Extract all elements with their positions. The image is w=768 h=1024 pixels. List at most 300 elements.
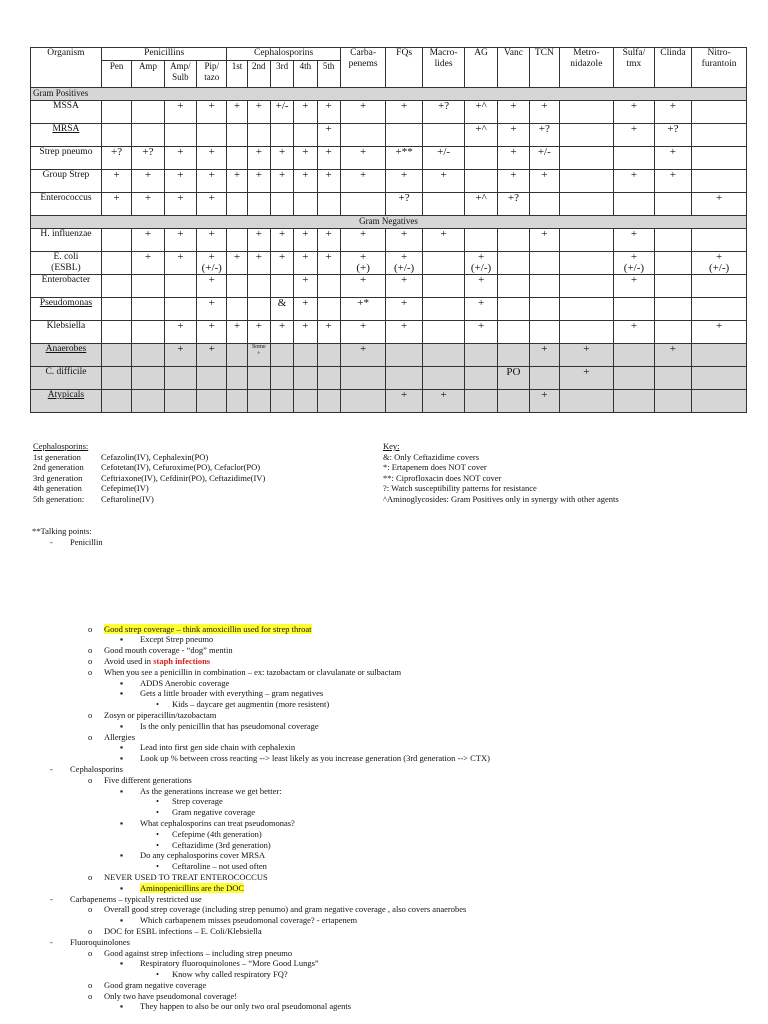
coverage-cell	[497, 390, 529, 413]
coverage-cell: +	[294, 298, 317, 321]
coverage-cell: +	[340, 344, 386, 367]
pos-organism: Enterococcus	[31, 193, 102, 216]
coverage-cell	[530, 321, 559, 344]
coverage-cell	[340, 390, 386, 413]
coverage-cell	[692, 147, 747, 170]
note-line: • Cefepime (4th generation)	[156, 828, 262, 839]
header-gen-5: 5th	[317, 61, 340, 88]
coverage-cell: +	[247, 321, 270, 344]
coverage-cell: +	[692, 321, 747, 344]
header-amp: Amp	[132, 61, 164, 88]
key-line: ?: Watch susceptibility patterns for resistance	[383, 483, 537, 493]
coverage-cell	[101, 344, 131, 367]
coverage-cell	[101, 229, 131, 252]
coverage-cell	[227, 147, 247, 170]
key-legend	[383, 441, 743, 504]
coverage-cell	[164, 124, 196, 147]
coverage-cell: +	[530, 229, 559, 252]
header-macrolides: Macro- lides	[422, 48, 465, 88]
coverage-cell	[247, 124, 270, 147]
coverage-cell: PO	[497, 367, 529, 390]
coverage-cell: +	[340, 147, 386, 170]
coverage-cell	[497, 229, 529, 252]
coverage-cell	[465, 170, 497, 193]
coverage-cell: +	[132, 229, 164, 252]
coverage-cell	[692, 367, 747, 390]
coverage-cell: +	[614, 229, 655, 252]
coverage-cell: + (+/-)	[614, 252, 655, 275]
note-line: o Zosyn or piperacillin/tazobactam	[88, 709, 217, 720]
coverage-cell	[340, 124, 386, 147]
header-gen-2: 2nd	[247, 61, 270, 88]
coverage-cell	[101, 101, 131, 124]
coverage-cell: +	[692, 193, 747, 216]
note-line: o Good gram negative coverage	[88, 979, 207, 990]
coverage-cell	[317, 275, 340, 298]
coverage-cell: +	[614, 101, 655, 124]
coverage-cell: +	[465, 298, 497, 321]
coverage-cell	[227, 367, 247, 390]
coverage-cell	[559, 252, 614, 275]
coverage-cell: &	[270, 298, 293, 321]
coverage-cell	[317, 298, 340, 321]
coverage-cell	[614, 390, 655, 413]
coverage-cell: +**	[386, 147, 422, 170]
header-gen-1: 1st	[227, 61, 247, 88]
coverage-cell: +	[654, 170, 691, 193]
talking-points	[32, 526, 732, 1012]
note-line: • Strep coverage	[156, 796, 223, 807]
coverage-cell: +	[386, 229, 422, 252]
coverage-cell: +	[559, 344, 614, 367]
coverage-cell	[386, 344, 422, 367]
coverage-cell: +	[317, 321, 340, 344]
note-line: o When you see a penicillin in combination – ex: tazobactam or clavulanate or sulbactam	[88, 666, 402, 677]
coverage-cell	[132, 390, 164, 413]
header-pen: Pen	[101, 61, 131, 88]
coverage-cell: +	[164, 229, 196, 252]
coverage-cell	[247, 344, 270, 367]
note-line: • Gram negative coverage	[156, 807, 256, 818]
note-line: ▪ Which carbapenem misses pseudomonal coverage? - ertapenem	[120, 915, 358, 926]
coverage-cell	[270, 193, 293, 216]
coverage-cell: +/-	[270, 101, 293, 124]
coverage-cell: +	[294, 229, 317, 252]
ceph-legend-row: 5th generation: Ceftaroline(IV)	[33, 493, 154, 504]
coverage-cell: +	[317, 229, 340, 252]
coverage-cell	[465, 390, 497, 413]
antibiotic-coverage-table	[30, 47, 747, 413]
coverage-cell	[227, 344, 247, 367]
coverage-cell: +^	[465, 101, 497, 124]
coverage-cell: +	[422, 390, 465, 413]
coverage-cell: +?	[101, 147, 131, 170]
ceph-legend-row: 3rd generation Ceftriaxone(IV), Cefdinir(PO), Ceftazidime(IV)	[33, 472, 266, 483]
coverage-cell	[530, 252, 559, 275]
coverage-cell	[465, 147, 497, 170]
header-cephalosporins: Cephalosporins	[227, 48, 340, 61]
coverage-cell: +	[386, 298, 422, 321]
coverage-cell	[227, 275, 247, 298]
coverage-cell	[317, 367, 340, 390]
coverage-cell	[530, 367, 559, 390]
note-line: • Ceftaroline – not used often	[156, 861, 267, 872]
coverage-cell	[247, 275, 270, 298]
coverage-cell	[164, 367, 196, 390]
note-line: ▪ Gets a little broader with everything – gram negatives	[120, 688, 324, 699]
coverage-cell	[340, 193, 386, 216]
coverage-cell	[497, 321, 529, 344]
coverage-cell	[340, 367, 386, 390]
coverage-cell: +	[227, 170, 247, 193]
header-metronidazole: Metro- nidazole	[559, 48, 614, 88]
header-amp-sulb: Amp/ Sulb	[164, 61, 196, 88]
section-gram-positives: Gram Positives	[31, 88, 747, 101]
coverage-cell	[132, 124, 164, 147]
coverage-cell	[132, 344, 164, 367]
coverage-cell: +	[294, 275, 317, 298]
coverage-cell	[465, 344, 497, 367]
coverage-cell: +	[197, 147, 227, 170]
header-fqs: FQs	[386, 48, 422, 88]
note-line: o Five different generations	[88, 774, 192, 785]
coverage-cell	[559, 124, 614, 147]
section-gram-negatives: Gram Negatives	[31, 216, 747, 229]
coverage-cell	[692, 101, 747, 124]
coverage-cell: +?	[530, 124, 559, 147]
note-line: ▪ What cephalosporins can treat pseudomonas?	[120, 817, 295, 828]
coverage-cell: +	[530, 390, 559, 413]
note-line: ▪ Respiratory fluoroquinolones – “More Good Lungs”	[120, 958, 319, 969]
neg-organism: C. difficile	[31, 367, 102, 390]
coverage-cell: +	[386, 321, 422, 344]
coverage-cell	[422, 344, 465, 367]
coverage-cell	[247, 390, 270, 413]
ceph-legend-row: 2nd generation Cefotetan(IV), Cefuroxime(PO), Cefaclor(PO)	[33, 462, 261, 472]
key-title: Key:	[383, 441, 400, 451]
coverage-cell: +	[227, 321, 247, 344]
ceph-legend-title: Cephalosporins:	[33, 441, 89, 451]
coverage-cell	[132, 367, 164, 390]
cell-note: Some +	[251, 344, 266, 357]
coverage-cell: +/-	[530, 147, 559, 170]
neg-organism: Atypicals	[31, 390, 102, 413]
coverage-cell: +	[164, 193, 196, 216]
coverage-cell: +	[340, 275, 386, 298]
coverage-cell: +	[227, 252, 247, 275]
coverage-cell	[101, 298, 131, 321]
cephalosporin-legend	[33, 441, 363, 504]
coverage-cell	[132, 101, 164, 124]
table-row	[31, 321, 747, 344]
coverage-cell: +	[294, 321, 317, 344]
coverage-cell	[692, 344, 747, 367]
coverage-cell: + (+/-)	[197, 252, 227, 275]
coverage-cell	[465, 367, 497, 390]
coverage-cell: +	[132, 193, 164, 216]
coverage-cell: +	[317, 147, 340, 170]
coverage-cell	[197, 390, 227, 413]
neg-organism: Anaerobes	[31, 344, 102, 367]
coverage-cell	[497, 344, 529, 367]
coverage-cell	[386, 367, 422, 390]
coverage-cell: +	[340, 101, 386, 124]
table-row	[31, 147, 747, 170]
coverage-cell: +?	[386, 193, 422, 216]
note-line: ▪ Aminopenicillins are the DOC	[120, 882, 245, 893]
coverage-cell: +?	[497, 193, 529, 216]
note-line: ▪ Except Strep pneumo	[120, 634, 214, 645]
coverage-cell	[247, 298, 270, 321]
coverage-cell: +	[614, 275, 655, 298]
coverage-cell	[497, 298, 529, 321]
coverage-cell: +	[422, 170, 465, 193]
coverage-cell: +	[497, 170, 529, 193]
neg-organism: Pseudomonas	[31, 298, 102, 321]
note-line: ▪ Look up % between cross reacting --> least likely as you increase generation (3rd generation --> CTX)	[120, 753, 490, 764]
coverage-cell: +*	[340, 298, 386, 321]
coverage-cell: +	[164, 101, 196, 124]
coverage-cell: +^	[465, 193, 497, 216]
coverage-cell: +	[270, 147, 293, 170]
coverage-cell	[227, 124, 247, 147]
coverage-cell: +	[247, 147, 270, 170]
coverage-cell: +	[197, 170, 227, 193]
coverage-cell	[559, 390, 614, 413]
coverage-cell	[422, 193, 465, 216]
note-line: ▪ Is the only penicillin that has pseudomonal coverage	[120, 720, 319, 731]
coverage-cell: + (+)	[340, 252, 386, 275]
coverage-cell: +	[270, 252, 293, 275]
coverage-cell	[294, 193, 317, 216]
coverage-cell	[294, 344, 317, 367]
coverage-cell	[692, 275, 747, 298]
coverage-cell	[614, 193, 655, 216]
coverage-cell: +	[294, 147, 317, 170]
coverage-cell: +	[386, 275, 422, 298]
coverage-cell	[559, 229, 614, 252]
coverage-cell	[614, 147, 655, 170]
coverage-cell	[247, 193, 270, 216]
coverage-cell	[559, 170, 614, 193]
table-row	[31, 193, 747, 216]
note-line: o NEVER USED TO TREAT ENTEROCOCCUS	[88, 871, 268, 882]
note-line: ▪ Do any cephalosporins cover MRSA	[120, 850, 266, 861]
coverage-cell: +	[294, 101, 317, 124]
coverage-cell	[197, 367, 227, 390]
table-row	[31, 367, 747, 390]
coverage-cell: +	[247, 252, 270, 275]
table-row	[31, 124, 747, 147]
note-line: **Talking points:	[32, 526, 92, 536]
coverage-cell: +	[197, 321, 227, 344]
key-line: ^Aminoglycosides: Gram Positives only in synergy with other agents	[383, 493, 619, 504]
coverage-cell	[692, 390, 747, 413]
header-clinda: Clinda	[654, 48, 691, 88]
coverage-cell	[227, 390, 247, 413]
neg-organism: E. coli (ESBL)	[31, 252, 102, 275]
coverage-cell	[559, 147, 614, 170]
coverage-cell: +?	[654, 124, 691, 147]
key-line: **: Ciprofloxacin does NOT cover	[383, 472, 502, 483]
coverage-cell: +	[270, 170, 293, 193]
pos-organism: Strep pneumo	[31, 147, 102, 170]
coverage-cell	[101, 124, 131, 147]
coverage-cell: +	[247, 170, 270, 193]
coverage-cell: +?	[132, 147, 164, 170]
key-line: &: Only Ceftazidime covers	[383, 451, 480, 462]
coverage-cell	[692, 170, 747, 193]
coverage-cell	[465, 229, 497, 252]
coverage-cell	[270, 124, 293, 147]
header-tcn: TCN	[530, 48, 559, 88]
coverage-cell	[270, 390, 293, 413]
coverage-cell: +	[164, 170, 196, 193]
coverage-cell	[270, 344, 293, 367]
coverage-cell	[164, 298, 196, 321]
coverage-cell	[422, 124, 465, 147]
coverage-cell	[614, 344, 655, 367]
coverage-cell	[692, 124, 747, 147]
coverage-cell	[101, 252, 131, 275]
coverage-cell	[247, 367, 270, 390]
table-row	[31, 170, 747, 193]
note-line: ▪ As the generations increase we get better:	[120, 785, 282, 796]
coverage-cell	[164, 390, 196, 413]
header-pip-tazo: Pip/ tazo	[197, 61, 227, 88]
coverage-cell: +	[197, 229, 227, 252]
coverage-cell: +	[340, 170, 386, 193]
coverage-cell	[530, 193, 559, 216]
coverage-cell	[227, 229, 247, 252]
coverage-cell: +	[197, 275, 227, 298]
header-vanc: Vanc	[497, 48, 529, 88]
coverage-cell: +/-	[422, 147, 465, 170]
note-line: ▪ Lead into first gen side chain with cephalexin	[120, 742, 296, 753]
coverage-cell: +	[247, 101, 270, 124]
note-line: o Good mouth coverage - “dog” mentin	[88, 645, 233, 656]
note-line	[32, 548, 732, 624]
neg-organism: H. influenzae	[31, 229, 102, 252]
coverage-cell: +	[164, 147, 196, 170]
coverage-cell	[227, 193, 247, 216]
coverage-cell: +	[497, 124, 529, 147]
coverage-cell: +	[386, 101, 422, 124]
coverage-cell	[386, 124, 422, 147]
coverage-cell: +	[164, 344, 196, 367]
coverage-cell: +	[197, 344, 227, 367]
coverage-cell: +	[294, 252, 317, 275]
ceph-legend-row: 1st generation Cefazolin(IV), Cephalexin(PO)	[33, 451, 209, 462]
pos-organism: MSSA	[31, 101, 102, 124]
coverage-cell: +	[270, 229, 293, 252]
note-line: o Only two have pseudomonal coverage!	[88, 990, 238, 1001]
coverage-cell: +	[317, 124, 340, 147]
coverage-cell	[654, 275, 691, 298]
note-line: o Avoid used in staph infections	[88, 655, 211, 666]
note-line: o Allergies	[88, 731, 136, 742]
coverage-cell: +	[614, 170, 655, 193]
coverage-cell: +	[270, 321, 293, 344]
note-line: - Carbapenems – typically restricted use	[50, 893, 202, 904]
coverage-cell: +	[340, 321, 386, 344]
note-line: o Good strep coverage – think amoxicillin used for strep throat	[88, 623, 312, 634]
key-line: *: Ertapenem does NOT cover	[383, 462, 487, 472]
neg-organism: Enterobacter	[31, 275, 102, 298]
note-line: - Cephalosporins	[50, 763, 123, 774]
header-gen-3: 3rd	[270, 61, 293, 88]
note-line: o Overall good strep coverage (including strep penumo) and gram negative coverage , also covers anaerobes	[88, 904, 467, 915]
header-nitrofurantoin: Nitro- furantoin	[692, 48, 747, 88]
coverage-cell: +	[654, 147, 691, 170]
header-carbapenems: Carba- penems	[340, 48, 386, 88]
header-ag: AG	[465, 48, 497, 88]
coverage-cell	[559, 321, 614, 344]
coverage-cell	[422, 367, 465, 390]
coverage-cell: +	[197, 298, 227, 321]
coverage-cell	[132, 321, 164, 344]
coverage-cell: +	[317, 101, 340, 124]
table-row	[31, 344, 747, 367]
coverage-cell	[422, 275, 465, 298]
coverage-cell	[101, 275, 131, 298]
coverage-cell	[294, 367, 317, 390]
coverage-cell: +	[530, 170, 559, 193]
coverage-cell	[294, 390, 317, 413]
coverage-cell	[270, 275, 293, 298]
coverage-cell: +	[164, 252, 196, 275]
note-line: ▪ ADDS Anerobic coverage	[120, 677, 230, 688]
coverage-cell	[497, 252, 529, 275]
coverage-cell	[530, 298, 559, 321]
coverage-cell	[559, 193, 614, 216]
coverage-cell: +	[132, 252, 164, 275]
coverage-cell	[530, 275, 559, 298]
note-line: - Penicillin	[50, 536, 103, 547]
header-penicillins: Penicillins	[101, 48, 227, 61]
table-row	[31, 101, 747, 124]
coverage-cell	[317, 390, 340, 413]
coverage-cell: +^	[465, 124, 497, 147]
coverage-cell: +	[101, 170, 131, 193]
coverage-cell: +	[340, 229, 386, 252]
coverage-cell: +	[497, 101, 529, 124]
note-line: ▪ They happen to also be our only two oral pseudomonal agents	[120, 1001, 352, 1012]
note-line: o Good against strep infections – including strep pneumo	[88, 947, 293, 958]
coverage-cell: + (+/-)	[692, 252, 747, 275]
table-row	[31, 298, 747, 321]
coverage-cell: +	[422, 229, 465, 252]
coverage-cell: +	[614, 321, 655, 344]
coverage-cell	[197, 124, 227, 147]
coverage-cell	[559, 275, 614, 298]
table-row	[31, 390, 747, 413]
coverage-cell	[654, 367, 691, 390]
coverage-cell: +	[197, 101, 227, 124]
table-row	[31, 252, 747, 275]
coverage-cell: +	[247, 229, 270, 252]
coverage-cell	[164, 275, 196, 298]
coverage-cell	[497, 275, 529, 298]
coverage-cell: + (+/-)	[465, 252, 497, 275]
coverage-cell	[654, 193, 691, 216]
note-line: - Fluoroquinolones	[50, 936, 130, 947]
pos-organism: MRSA	[31, 124, 102, 147]
coverage-cell	[270, 367, 293, 390]
coverage-cell: +	[294, 170, 317, 193]
neg-organism: Klebsiella	[31, 321, 102, 344]
coverage-cell	[101, 321, 131, 344]
